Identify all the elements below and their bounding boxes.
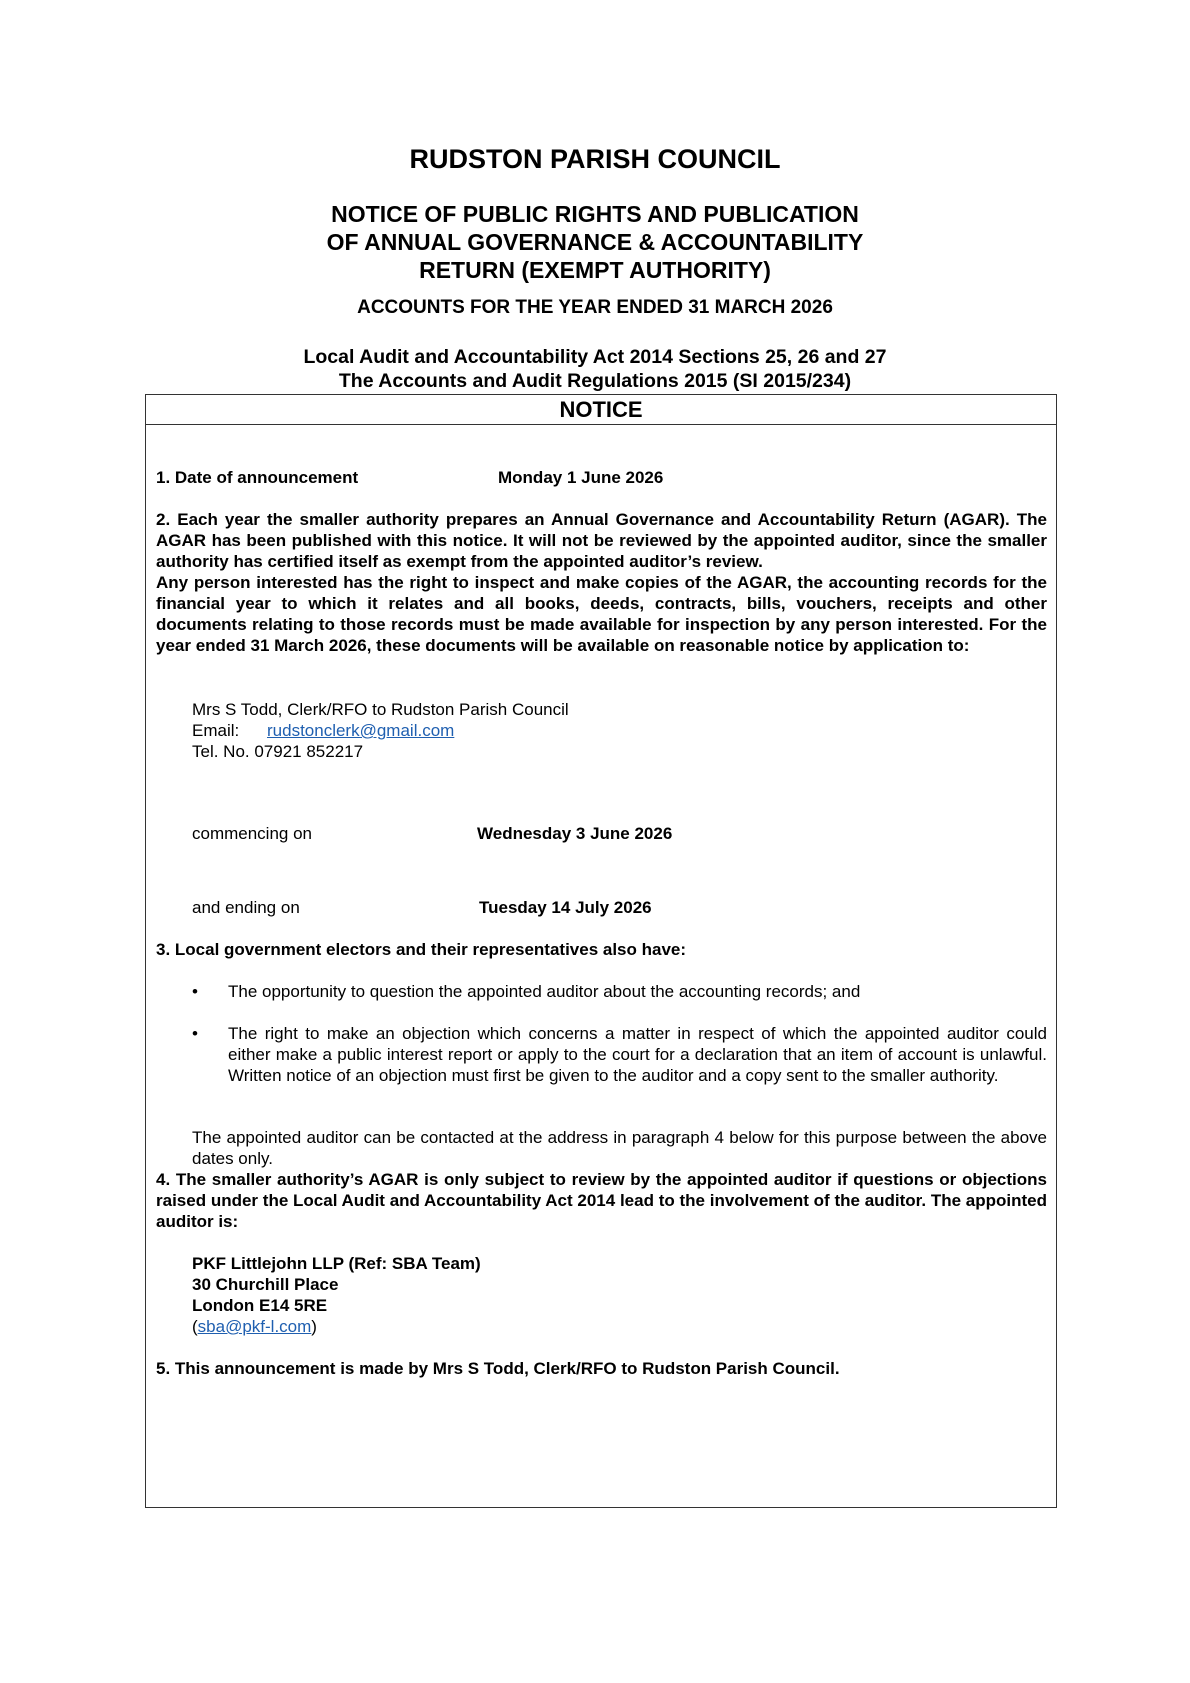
announcement-date-label: 1. Date of announcement bbox=[156, 468, 359, 487]
bullet-icon: • bbox=[192, 982, 198, 1001]
bullet-icon: • bbox=[192, 1024, 198, 1043]
auditor-address-line-2: London E14 5RE bbox=[192, 1296, 328, 1315]
contact-email-label: Email: bbox=[192, 721, 240, 740]
auditor-address-line-1: 30 Churchill Place bbox=[192, 1275, 339, 1294]
section-4-paragraph: 4. The smaller authority’s AGAR is only subject to review by the appointed auditor if questions or objections raised under the Local Audit and Accountability Act 2014 lead to the involvement of the auditor. The appointed auditor is: bbox=[156, 1170, 1047, 1231]
contact-telephone: Tel. No. 07921 852217 bbox=[192, 742, 364, 761]
inspection-rights-text: Any person interested has the right to inspect and make copies of the AGAR, the accounting records for the financial year to which it relates and all books, deeds, contracts, bills, vouchers, receipts and other documents relating to those records must be made available for inspection by any person interested. For the year ended 31 March 2026, these documents will be available on reasonable notice by application to: bbox=[156, 573, 1047, 655]
council-title: RUDSTON PARISH COUNCIL bbox=[409, 144, 781, 174]
commencing-label: commencing on bbox=[192, 824, 313, 843]
contact-email-link[interactable]: rudstonclerk@gmail.com bbox=[267, 721, 455, 740]
accounts-year-line: ACCOUNTS FOR THE YEAR ENDED 31 MARCH 2026 bbox=[357, 297, 833, 318]
ending-label: and ending on bbox=[192, 898, 300, 917]
bullet-item-objection-right: The right to make an objection which concerns a matter in respect of which the appointed auditor could either make a public interest report or apply to the court for a declaration that an item of account is unlawful. Written notice of an objection must first be given to the auditor and a copy sent to the smaller authority. bbox=[228, 1024, 1047, 1085]
notice-title-line-2: OF ANNUAL GOVERNANCE & ACCOUNTABILITY bbox=[326, 229, 864, 255]
notice-title-line-3: RETURN (EXEMPT AUTHORITY) bbox=[419, 257, 771, 283]
section-5-announcement: 5. This announcement is made by Mrs S Todd, Clerk/RFO to Rudston Parish Council. bbox=[156, 1359, 840, 1378]
notice-title bbox=[0, 200, 1190, 284]
notice-box bbox=[145, 394, 1057, 1508]
legislation-line-1: Local Audit and Accountability Act 2014 Sections 25, 26 and 27 bbox=[303, 346, 887, 368]
legislation-line-2: The Accounts and Audit Regulations 2015 (SI 2015/234) bbox=[338, 370, 852, 392]
section-2-paragraph bbox=[156, 509, 1047, 656]
agar-publication-text: 2. Each year the smaller authority prepares an Annual Governance and Accountability Return (AGAR). The AGAR has been published with this notice. It will not be reviewed by the appointed auditor, since the smaller authority has certified itself as exempt from the appointed auditor’s review. bbox=[156, 510, 1047, 571]
auditor-email-open-paren: ( bbox=[192, 1317, 198, 1336]
auditor-name: PKF Littlejohn LLP (Ref: SBA Team) bbox=[192, 1254, 481, 1273]
commencing-date: Wednesday 3 June 2026 bbox=[477, 824, 673, 843]
announcement-date-value: Monday 1 June 2026 bbox=[498, 468, 664, 487]
ending-date: Tuesday 14 July 2026 bbox=[479, 898, 652, 917]
section-3-heading: 3. Local government electors and their representatives also have: bbox=[156, 940, 687, 959]
notice-heading: NOTICE bbox=[146, 395, 1056, 425]
contact-name: Mrs S Todd, Clerk/RFO to Rudston Parish Council bbox=[192, 700, 569, 719]
auditor-email-close-paren: ) bbox=[311, 1317, 317, 1336]
bullet-item-question-auditor: The opportunity to question the appointed auditor about the accounting records; and bbox=[228, 982, 861, 1001]
auditor-email-link[interactable]: sba@pkf-l.com bbox=[197, 1317, 312, 1336]
auditor-email-line bbox=[192, 1316, 317, 1337]
legislation-lines bbox=[0, 345, 1190, 393]
notice-title-line-1: NOTICE OF PUBLIC RIGHTS AND PUBLICATION bbox=[331, 201, 859, 227]
section-3-footer: The appointed auditor can be contacted at the address in paragraph 4 below for this purpose between the above dates only. bbox=[192, 1128, 1047, 1168]
